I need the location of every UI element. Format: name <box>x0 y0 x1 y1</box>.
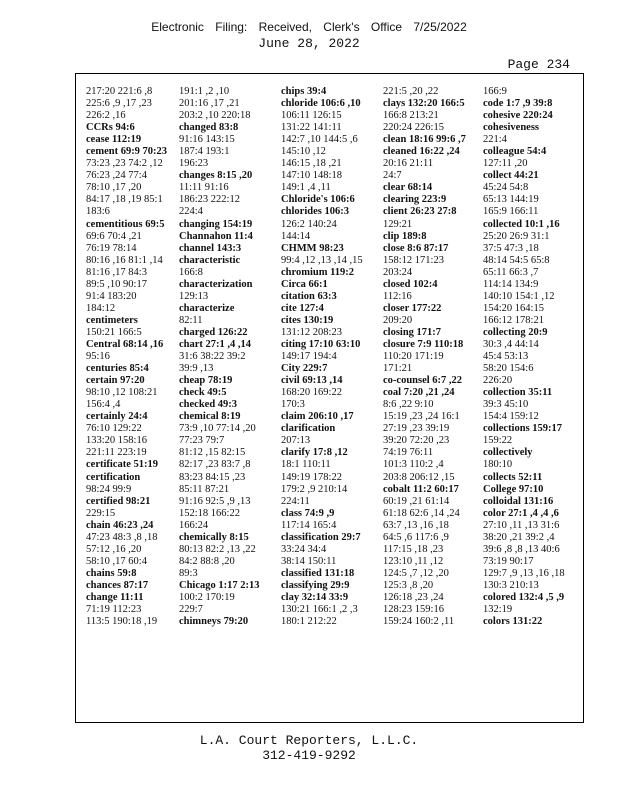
index-ref-line: 33:24 34:4 <box>281 543 327 555</box>
index-ref-line: 149:17 194:4 <box>281 351 337 363</box>
index-entry: City 229:7 <box>281 363 328 375</box>
index-column-2 <box>179 86 269 628</box>
index-entry: cementitious 69:5 <box>86 218 165 230</box>
index-entry: cohesive 220:24 <box>483 110 553 122</box>
index-ref-line: 117:15 ,18 ,23 <box>383 543 444 555</box>
index-entry: chimneys 79:20 <box>179 616 249 628</box>
index-ref-line: 31:6 38:22 39:2 <box>179 351 246 363</box>
index-column-4 <box>383 86 473 628</box>
index-ref-line: 8:6 ,22 9:10 <box>383 399 434 411</box>
index-ref-line: 201:16 ,17 ,21 <box>179 98 240 110</box>
index-ref-line: 128:23 159:16 <box>383 604 444 616</box>
index-ref-line: 159:22 <box>483 435 513 447</box>
index-ref-line: 150:21 166:5 <box>86 326 142 338</box>
index-ref-line: 217:20 221:6 ,8 <box>86 86 153 97</box>
index-ref-line: 145:10 ,12 <box>281 146 326 158</box>
index-ref-line: 146:15 ,18 ,21 <box>281 158 342 170</box>
index-ref-line: 76:23 ,24 77:4 <box>86 170 147 182</box>
index-ref-line: 65:13 144:19 <box>483 194 539 206</box>
index-entry: chart 27:1 ,4 ,14 <box>179 338 252 350</box>
index-ref-line: 130:3 210:13 <box>483 579 539 591</box>
index-ref-line: 39:9 ,13 <box>179 363 214 375</box>
index-ref-line: 221:11 223:19 <box>86 447 147 459</box>
index-ref-line: 209:20 <box>383 314 413 326</box>
index-entry: collect 44:21 <box>483 170 539 182</box>
index-ref-line: 166:8 <box>179 266 203 278</box>
index-entry: Circa 66:1 <box>281 278 328 290</box>
index-ref-line: 84:2 88:8 ,20 <box>179 555 235 567</box>
index-entry: centuries 85:4 <box>86 363 149 375</box>
index-column-1 <box>86 86 172 628</box>
index-entry: cement 69:9 70:23 <box>86 146 168 158</box>
index-entry: clean 18:16 99:6 ,7 <box>383 134 466 146</box>
index-entry: CHMM 98:23 <box>281 242 344 254</box>
index-ref-line: 180:1 212:22 <box>281 616 337 628</box>
index-entry: clearing 223:9 <box>383 194 447 206</box>
index-ref-line: 184:12 <box>86 302 116 314</box>
index-ref-line: 147:10 148:18 <box>281 170 342 182</box>
index-ref-line: 156:4 ,4 <box>86 399 121 411</box>
index-ref-line: 114:14 134:9 <box>483 278 539 290</box>
index-ref-line: 183:6 <box>86 206 110 218</box>
index-ref-line: 125:3 ,8 ,20 <box>383 579 434 591</box>
index-ref-line: 142:7 ,10 144:5 ,6 <box>281 134 358 146</box>
index-ref-line: 84:17 ,18 ,19 85:1 <box>86 194 163 206</box>
index-ref-line: 117:14 165:4 <box>281 519 337 531</box>
index-entry: College 97:10 <box>483 483 544 495</box>
reporter-company: L.A. Court Reporters, L.L.C. <box>199 733 419 748</box>
index-ref-line: 81:12 ,15 82:15 <box>179 447 246 459</box>
index-ref-line: 144:14 <box>281 230 311 242</box>
index-ref-line: 127:11 ,20 <box>483 158 528 170</box>
index-entry: clays 132:20 166:5 <box>383 98 465 110</box>
index-ref-line: 45:4 53:13 <box>483 351 529 363</box>
index-entry: colloidal 131:16 <box>483 495 554 507</box>
reporter-phone: 312-419-9292 <box>262 748 356 763</box>
index-entry: chain 46:23 ,24 <box>86 519 154 531</box>
index-ref-line: 166:8 213:21 <box>383 110 439 122</box>
index-entry: closer 177:22 <box>383 302 442 314</box>
index-ref-line: 132:19 <box>483 604 513 616</box>
index-ref-line: 18:1 110:11 <box>281 459 331 471</box>
index-entry: chips 39:4 <box>281 86 327 97</box>
index-ref-line: 65:11 66:3 ,7 <box>483 266 539 278</box>
index-entry: colored 132:4 ,5 ,9 <box>483 591 565 603</box>
filing-header: Electronic Filing: Received, Clerk's Office 7/25/2022 <box>151 20 467 34</box>
index-ref-line: 113:5 190:18 ,19 <box>86 616 158 628</box>
index-entry: client 26:23 27:8 <box>383 206 457 218</box>
index-ref-line: 129:13 <box>179 290 209 302</box>
index-ref-line: 76:10 129:22 <box>86 423 142 435</box>
index-ref-line: 85:11 87:21 <box>179 483 230 495</box>
index-entry: cite 127:4 <box>281 302 324 314</box>
index-ref-line: 170:3 <box>281 399 305 411</box>
index-ref-line: 131:22 141:11 <box>281 122 342 134</box>
index-ref-line: 11:11 91:16 <box>179 182 229 194</box>
index-ref-line: 229:7 <box>179 604 203 616</box>
index-ref-line: 98:10 ,12 108:21 <box>86 387 158 399</box>
index-ref-line: 203:2 ,10 220:18 <box>179 110 251 122</box>
index-entry: certification <box>86 471 141 483</box>
index-ref-line: 207:13 <box>281 435 311 447</box>
index-ref-line: 91:16 143:15 <box>179 134 235 146</box>
index-ref-line: 225:6 ,9 ,17 ,23 <box>86 98 152 110</box>
index-entry: citation 63:3 <box>281 290 337 302</box>
index-ref-line: 101:3 110:2 ,4 <box>383 459 444 471</box>
index-ref-line: 80:16 ,16 81:1 ,14 <box>86 254 163 266</box>
index-ref-line: 78:10 ,17 ,20 <box>86 182 142 194</box>
index-entry: changed 83:8 <box>179 122 239 134</box>
index-ref-line: 166:9 <box>483 86 507 97</box>
index-ref-line: 221:5 ,20 ,22 <box>383 86 439 97</box>
index-ref-line: 20:16 21:11 <box>383 158 434 170</box>
index-ref-line: 106:11 126:15 <box>281 110 342 122</box>
index-entry: clarify 17:8 ,12 <box>281 447 348 459</box>
index-entry: certificate 51:19 <box>86 459 158 471</box>
index-column-5 <box>483 86 579 628</box>
index-ref-line: 100:2 170:19 <box>179 591 235 603</box>
index-ref-line: 89:3 <box>179 567 198 579</box>
index-ref-line: 83:23 84:15 ,23 <box>179 471 246 483</box>
index-ref-line: 91:16 92:5 ,9 ,13 <box>179 495 251 507</box>
index-ref-line: 166:12 178:21 <box>483 314 544 326</box>
index-entry: cheap 78:19 <box>179 375 233 387</box>
index-ref-line: 95:16 <box>86 351 110 363</box>
index-ref-line: 73:23 ,23 74:2 ,12 <box>86 158 163 170</box>
index-entry: certified 98:21 <box>86 495 151 507</box>
index-ref-line: 80:13 82:2 ,13 ,22 <box>179 543 256 555</box>
index-entry: clay 32:14 33:9 <box>281 591 349 603</box>
index-ref-line: 63:7 ,13 ,16 ,18 <box>383 519 449 531</box>
index-ref-line: 129:7 ,9 ,13 ,16 ,18 <box>483 567 565 579</box>
index-entry: clip 189:8 <box>383 230 427 242</box>
index-entry: claim 206:10 ,17 <box>281 411 354 423</box>
index-entry: cleaned 16:22 ,24 <box>383 146 460 158</box>
index-ref-line: 58:20 154:6 <box>483 363 534 375</box>
index-frame <box>75 73 584 723</box>
index-entry: cites 130:19 <box>281 314 334 326</box>
index-entry: civil 69:13 ,14 <box>281 375 343 387</box>
index-ref-line: 77:23 79:7 <box>179 435 225 447</box>
index-entry: check 49:5 <box>179 387 227 399</box>
index-ref-line: 110:20 171:19 <box>383 351 444 363</box>
index-ref-line: 152:18 166:22 <box>179 507 240 519</box>
index-entry: collects 52:11 <box>483 471 543 483</box>
index-ref-line: 27:10 ,11 ,13 31:6 <box>483 519 560 531</box>
index-column-3 <box>281 86 376 628</box>
index-ref-line: 186:23 222:12 <box>179 194 240 206</box>
index-ref-line: 129:21 <box>383 218 413 230</box>
index-ref-line: 165:9 166:11 <box>483 206 539 218</box>
index-entry: collecting 20:9 <box>483 326 548 338</box>
index-entry: clarification <box>281 423 336 435</box>
index-ref-line: 154:20 164:15 <box>483 302 544 314</box>
index-entry: closure 7:9 110:18 <box>383 338 464 350</box>
index-ref-line: 171:21 <box>383 363 413 375</box>
page-number: Page 234 <box>507 57 570 72</box>
index-ref-line: 126:18 ,23 ,24 <box>383 591 444 603</box>
index-ref-line: 24:7 <box>383 170 402 182</box>
index-ref-line: 64:5 ,6 117:6 ,9 <box>383 531 449 543</box>
index-ref-line: 220:24 226:15 <box>383 122 444 134</box>
index-entry: classification 29:7 <box>281 531 361 543</box>
index-entry: characterize <box>179 302 235 314</box>
index-entry: centimeters <box>86 314 138 326</box>
index-ref-line: 191:1 ,2 ,10 <box>179 86 230 97</box>
index-ref-line: 27:19 ,23 39:19 <box>383 423 450 435</box>
index-entry: collectively <box>483 447 533 459</box>
index-ref-line: 48:14 54:5 65:8 <box>483 254 550 266</box>
index-ref-line: 229:15 <box>86 507 116 519</box>
index-entry: class 74:9 ,9 <box>281 507 335 519</box>
index-ref-line: 74:19 76:11 <box>383 447 434 459</box>
index-ref-line: 37:5 47:3 ,18 <box>483 242 539 254</box>
index-ref-line: 221:4 <box>483 134 507 146</box>
index-ref-line: 69:6 70:4 ,21 <box>86 230 142 242</box>
index-ref-line: 25:20 26:9 31:1 <box>483 230 550 242</box>
index-ref-line: 154:4 159:12 <box>483 411 539 423</box>
index-ref-line: 196:23 <box>179 158 209 170</box>
index-entry: chloride 106:6 ,10 <box>281 98 361 110</box>
index-entry: classified 131:18 <box>281 567 355 579</box>
index-ref-line: 131:12 208:23 <box>281 326 342 338</box>
index-ref-line: 38:20 ,21 39:2 ,4 <box>483 531 555 543</box>
index-ref-line: 99:4 ,12 ,13 ,14 ,15 <box>281 254 363 266</box>
index-ref-line: 61:18 62:6 ,14 ,24 <box>383 507 460 519</box>
index-ref-line: 89:5 ,10 90:17 <box>86 278 147 290</box>
index-ref-line: 82:11 <box>179 314 203 326</box>
index-ref-line: 149:1 ,4 ,11 <box>281 182 331 194</box>
index-ref-line: 226:2 ,16 <box>86 110 126 122</box>
index-entry: changes 8:15 ,20 <box>179 170 253 182</box>
index-entry: closed 102:4 <box>383 278 438 290</box>
index-ref-line: 166:24 <box>179 519 209 531</box>
index-ref-line: 180:10 <box>483 459 513 471</box>
index-entry: charged 126:22 <box>179 326 248 338</box>
index-ref-line: 15:19 ,23 ,24 16:1 <box>383 411 460 423</box>
index-entry: changing 154:19 <box>179 218 253 230</box>
index-entry: code 1:7 ,9 39:8 <box>483 98 553 110</box>
index-entry: clear 68:14 <box>383 182 433 194</box>
hearing-date: June 28, 2022 <box>258 36 360 51</box>
index-entry: colors 131:22 <box>483 616 543 628</box>
index-entry: collected 10:1 ,16 <box>483 218 560 230</box>
index-entry: chemical 8:19 <box>179 411 241 423</box>
index-entry: checked 49:3 <box>179 399 238 411</box>
index-entry: chances 87:17 <box>86 579 149 591</box>
index-ref-line: 39:6 ,8 ,8 ,13 40:6 <box>483 543 560 555</box>
index-entry: channel 143:3 <box>179 242 242 254</box>
index-entry: chains 59:8 <box>86 567 137 579</box>
index-entry: color 27:1 ,4 ,4 ,6 <box>483 507 559 519</box>
index-ref-line: 39:20 72:20 ,23 <box>383 435 450 447</box>
index-ref-line: 226:20 <box>483 375 513 387</box>
index-entry: citing 17:10 63:10 <box>281 338 361 350</box>
index-entry: CCRs 94:6 <box>86 122 135 134</box>
index-ref-line: 203:24 <box>383 266 413 278</box>
index-ref-line: 73:9 ,10 77:14 ,20 <box>179 423 256 435</box>
index-ref-line: 57:12 ,16 ,20 <box>86 543 142 555</box>
index-ref-line: 224:11 <box>281 495 310 507</box>
index-entry: collections 159:17 <box>483 423 563 435</box>
index-ref-line: 124:5 ,7 ,12 ,20 <box>383 567 449 579</box>
index-ref-line: 38:14 150:11 <box>281 555 337 567</box>
index-ref-line: 179:2 ,9 210:14 <box>281 483 348 495</box>
index-ref-line: 58:10 ,17 60:4 <box>86 555 147 567</box>
index-ref-line: 30:3 ,4 44:14 <box>483 338 539 350</box>
index-entry: certainly 24:4 <box>86 411 148 423</box>
index-entry: closing 171:7 <box>383 326 442 338</box>
index-ref-line: 123:10 ,11 ,12 <box>383 555 444 567</box>
index-ref-line: 82:17 ,23 83:7 ,8 <box>179 459 251 471</box>
index-ref-line: 112:16 <box>383 290 412 302</box>
index-entry: characterization <box>179 278 253 290</box>
index-ref-line: 159:24 160:2 ,11 <box>383 616 455 628</box>
index-entry: cohesiveness <box>483 122 539 134</box>
index-entry: characteristic <box>179 254 241 266</box>
index-ref-line: 39:3 45:10 <box>483 399 529 411</box>
index-entry: change 11:11 <box>86 591 144 603</box>
index-ref-line: 168:20 169:22 <box>281 387 342 399</box>
index-ref-line: 73:19 90:17 <box>483 555 534 567</box>
index-ref-line: 203:8 206:12 ,15 <box>383 471 455 483</box>
index-entry: Chloride's 106:6 <box>281 194 355 206</box>
index-entry: chlorides 106:3 <box>281 206 349 218</box>
index-ref-line: 47:23 48:3 ,8 ,18 <box>86 531 158 543</box>
index-entry: close 8:6 87:17 <box>383 242 449 254</box>
index-ref-line: 81:16 ,17 84:3 <box>86 266 147 278</box>
index-ref-line: 133:20 158:16 <box>86 435 147 447</box>
index-entry: chemically 8:15 <box>179 531 249 543</box>
index-ref-line: 60:19 ,21 61:14 <box>383 495 450 507</box>
index-ref-line: 140:10 154:1 ,12 <box>483 290 555 302</box>
index-entry: co-counsel 6:7 ,22 <box>383 375 463 387</box>
index-entry: cease 112:19 <box>86 134 142 146</box>
index-ref-line: 91:4 183:20 <box>86 290 137 302</box>
index-ref-line: 45:24 54:8 <box>483 182 529 194</box>
index-ref-line: 187:4 193:1 <box>179 146 230 158</box>
index-entry: coal 7:20 ,21 ,24 <box>383 387 455 399</box>
index-ref-line: 158:12 171:23 <box>383 254 444 266</box>
index-entry: classifying 29:9 <box>281 579 350 591</box>
index-entry: Chicago 1:17 2:13 <box>179 579 260 591</box>
index-entry: Central 68:14 ,16 <box>86 338 164 350</box>
index-entry: Channahon 11:4 <box>179 230 253 242</box>
index-ref-line: 76:19 78:14 <box>86 242 137 254</box>
index-ref-line: 130:21 166:1 ,2 ,3 <box>281 604 358 616</box>
index-ref-line: 224:4 <box>179 206 203 218</box>
index-ref-line: 71:19 112:23 <box>86 604 142 616</box>
index-entry: cobalt 11:2 60:17 <box>383 483 459 495</box>
index-entry: chromium 119:2 <box>281 266 355 278</box>
index-ref-line: 98:24 99:9 <box>86 483 132 495</box>
index-ref-line: 126:2 140:24 <box>281 218 337 230</box>
index-entry: collection 35:11 <box>483 387 553 399</box>
index-entry: colleague 54:4 <box>483 146 547 158</box>
index-ref-line: 149:19 178:22 <box>281 471 342 483</box>
index-entry: certain 97:20 <box>86 375 145 387</box>
